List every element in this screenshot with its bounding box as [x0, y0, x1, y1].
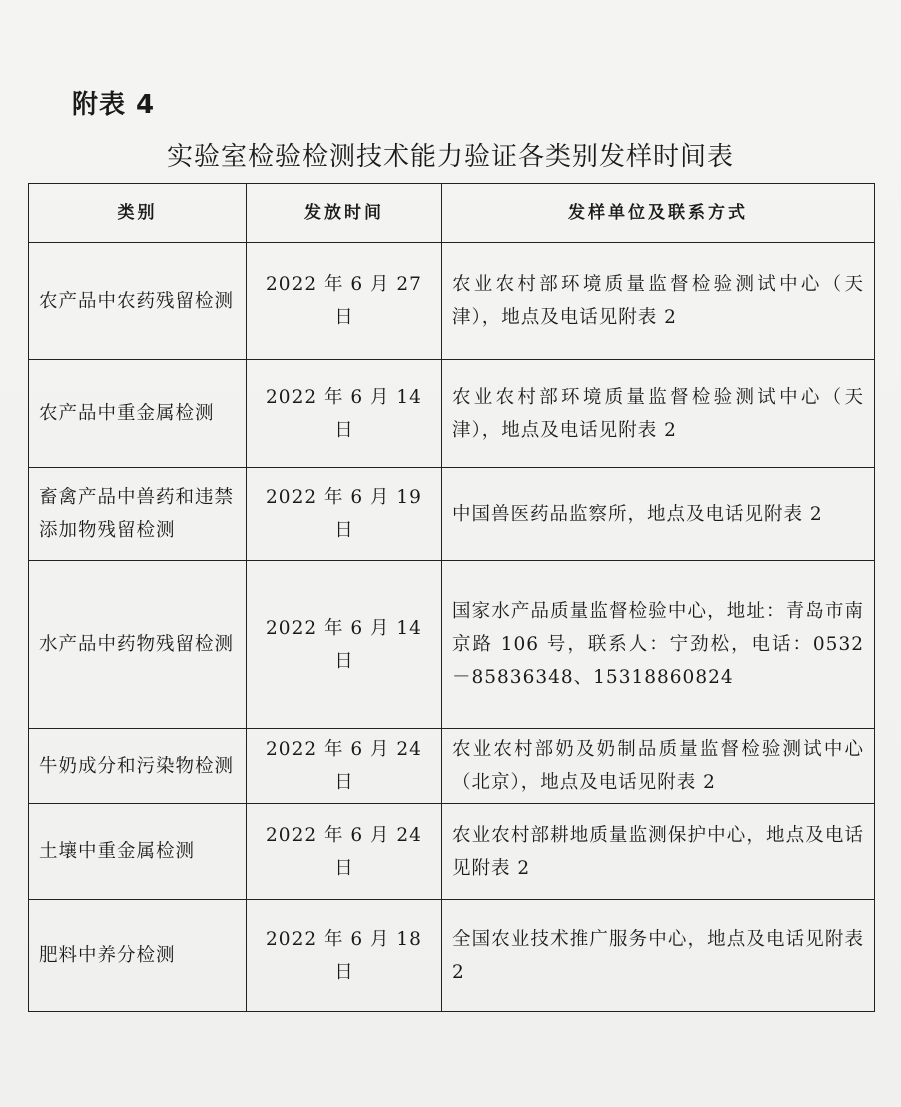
- unit-cell: 农业农村部耕地质量监测保护中心，地点及电话见附表 2: [442, 804, 875, 900]
- unit-cell: 中国兽医药品监察所，地点及电话见附表 2: [442, 468, 875, 561]
- category-cell: 农产品中农药残留检测: [29, 243, 247, 360]
- appendix-label: 附表 4: [72, 90, 156, 120]
- table-row: [29, 561, 875, 729]
- unit-cell: 全国农业技术推广服务中心，地点及电话见附表 2: [442, 900, 875, 1012]
- schedule-table: [28, 183, 875, 1012]
- table-row: [29, 804, 875, 900]
- header-category: 类别: [29, 184, 247, 243]
- unit-cell: 农业农村部奶及奶制品质量监督检验测试中心（北京），地点及电话见附表 2: [442, 729, 875, 804]
- category-cell: 肥料中养分检测: [29, 900, 247, 1012]
- category-cell: 水产品中药物残留检测: [29, 561, 247, 729]
- page-title: 实验室检验检测技术能力验证各类别发样时间表: [166, 142, 734, 172]
- date-cell: 2022 年 6 月 27 日: [247, 243, 442, 360]
- unit-cell: 农业农村部环境质量监督检验测试中心（天津），地点及电话见附表 2: [442, 243, 875, 360]
- header-unit: 发样单位及联系方式: [442, 184, 875, 243]
- header-date: 发放时间: [247, 184, 442, 243]
- category-cell: 土壤中重金属检测: [29, 804, 247, 900]
- unit-cell: 国家水产品质量监督检验中心，地址：青岛市南京路 106 号，联系人：宁劲松，电话：0532－85836348、15318860824: [442, 561, 875, 729]
- table-row: [29, 360, 875, 468]
- date-cell: 2022 年 6 月 14 日: [247, 561, 442, 729]
- table-row: [29, 468, 875, 561]
- table-header-row: [29, 184, 875, 243]
- category-cell: 农产品中重金属检测: [29, 360, 247, 468]
- date-cell: 2022 年 6 月 19 日: [247, 468, 442, 561]
- unit-cell: 农业农村部环境质量监督检验测试中心（天津），地点及电话见附表 2: [442, 360, 875, 468]
- date-cell: 2022 年 6 月 24 日: [247, 729, 442, 804]
- date-cell: 2022 年 6 月 14 日: [247, 360, 442, 468]
- category-cell: 畜禽产品中兽药和违禁添加物残留检测: [29, 468, 247, 561]
- table-row: [29, 900, 875, 1012]
- table-row: [29, 729, 875, 804]
- category-cell: 牛奶成分和污染物检测: [29, 729, 247, 804]
- table-row: [29, 243, 875, 360]
- date-cell: 2022 年 6 月 18 日: [247, 900, 442, 1012]
- date-cell: 2022 年 6 月 24 日: [247, 804, 442, 900]
